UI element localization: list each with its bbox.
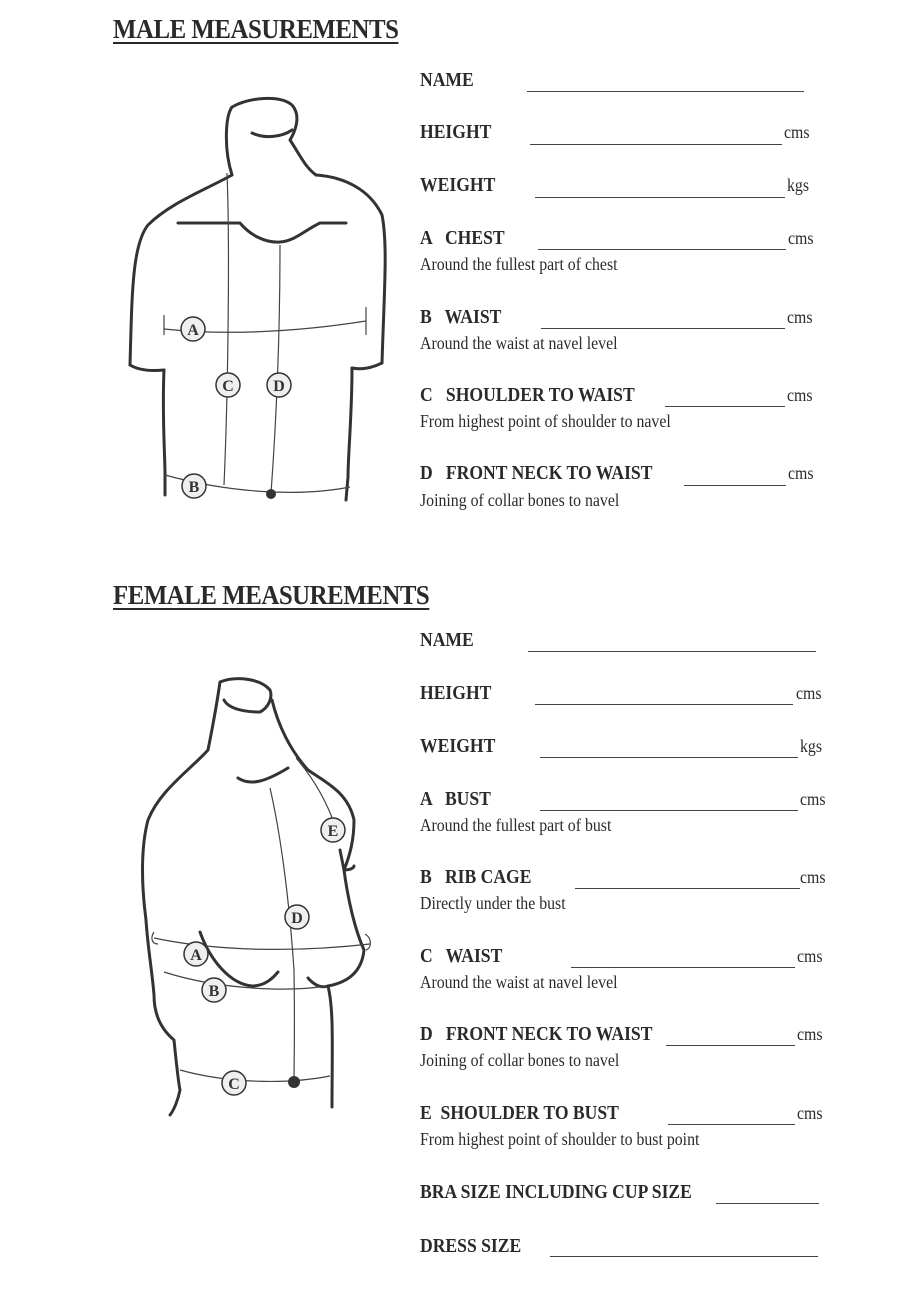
male-weight-label: WEIGHT [420, 174, 496, 196]
male-chest-input[interactable] [538, 249, 786, 250]
female-waist-description: Around the waist at navel level [420, 972, 618, 992]
female-shoulder-to-bust-unit: cms [797, 1103, 823, 1123]
female-waist-label: C WAIST [420, 945, 503, 967]
female-name-label: NAME [420, 629, 474, 651]
female-height-unit: cms [796, 683, 822, 703]
female-front-neck-to-waist-label: D FRONT NECK TO WAIST [420, 1023, 653, 1045]
female-bust-description: Around the fullest part of bust [420, 815, 612, 835]
svg-text:E: E [327, 823, 339, 840]
female-bra-size-input[interactable] [716, 1203, 819, 1204]
male-height-input[interactable] [530, 144, 782, 145]
female-rib-cage-label: B RIB CAGE [420, 866, 532, 888]
female-name-input[interactable] [528, 651, 816, 652]
female-shoulder-to-bust-description: From highest point of shoulder to bust point [420, 1129, 700, 1149]
male-name-label: NAME [420, 69, 474, 91]
female-torso-diagram [140, 670, 390, 1130]
male-chest-description: Around the fullest part of chest [420, 254, 618, 274]
male-front-neck-to-waist-label: D FRONT NECK TO WAIST [420, 462, 653, 484]
female-front-neck-to-waist-input[interactable] [666, 1045, 795, 1046]
male-shoulder-to-waist-input[interactable] [665, 406, 785, 407]
svg-text:B: B [188, 479, 200, 496]
svg-text:B: B [208, 983, 220, 1000]
male-height-unit: cms [784, 122, 810, 142]
female-dress-size-label: DRESS SIZE [420, 1235, 522, 1257]
male-chest-unit: cms [788, 228, 814, 248]
male-chest-label: A CHEST [420, 227, 505, 249]
female-height-input[interactable] [535, 704, 793, 705]
male-shoulder-to-waist-description: From highest point of shoulder to navel [420, 411, 671, 431]
female-height-label: HEIGHT [420, 682, 492, 704]
male-height-label: HEIGHT [420, 121, 492, 143]
svg-text:D: D [273, 378, 285, 395]
female-bust-input[interactable] [540, 810, 798, 811]
svg-text:A: A [187, 322, 199, 339]
female-label-E-marker [321, 818, 345, 842]
male-torso-diagram [120, 95, 400, 515]
male-shoulder-to-waist-unit: cms [787, 385, 813, 405]
svg-text:C: C [222, 378, 234, 395]
female-rib-cage-unit: cms [800, 867, 826, 887]
female-front-neck-to-waist-unit: cms [797, 1024, 823, 1044]
female-dress-size-input[interactable] [550, 1256, 818, 1257]
svg-text:C: C [228, 1076, 240, 1093]
female-rib-cage-description: Directly under the bust [420, 893, 566, 913]
male-front-neck-to-waist-description: Joining of collar bones to navel [420, 490, 620, 510]
male-section-title: MALE MEASUREMENTS [113, 14, 399, 44]
male-waist-input[interactable] [541, 328, 785, 329]
male-label-C-marker [216, 373, 240, 397]
male-label-D-marker [267, 373, 291, 397]
female-bust-label: A BUST [420, 788, 491, 810]
male-front-neck-to-waist-input[interactable] [684, 485, 786, 486]
female-shoulder-to-bust-input[interactable] [668, 1124, 795, 1125]
male-waist-label: B WAIST [420, 306, 502, 328]
male-weight-input[interactable] [535, 197, 785, 198]
female-label-C-marker [222, 1071, 246, 1095]
female-waist-input[interactable] [571, 967, 795, 968]
female-weight-label: WEIGHT [420, 735, 496, 757]
male-label-A-marker [181, 317, 205, 341]
male-waist-description: Around the waist at navel level [420, 333, 618, 353]
svg-text:A: A [190, 947, 202, 964]
male-front-neck-to-waist-unit: cms [788, 463, 814, 483]
female-bust-unit: cms [800, 789, 826, 809]
female-label-A-marker [184, 942, 208, 966]
female-weight-unit: kgs [800, 736, 823, 756]
female-label-B-marker [202, 978, 226, 1002]
svg-text:D: D [291, 910, 303, 927]
male-waist-unit: cms [787, 307, 813, 327]
female-section-title: FEMALE MEASUREMENTS [113, 580, 430, 610]
female-waist-unit: cms [797, 946, 823, 966]
male-weight-unit: kgs [787, 175, 810, 195]
male-shoulder-to-waist-label: C SHOULDER TO WAIST [420, 384, 635, 406]
male-name-input[interactable] [527, 91, 804, 92]
female-front-neck-to-waist-description: Joining of collar bones to navel [420, 1050, 620, 1070]
female-weight-input[interactable] [540, 757, 798, 758]
female-label-D-marker [285, 905, 309, 929]
female-shoulder-to-bust-label: E SHOULDER TO BUST [420, 1102, 619, 1124]
male-label-B-marker [182, 474, 206, 498]
female-rib-cage-input[interactable] [575, 888, 800, 889]
female-bra-size-label: BRA SIZE INCLUDING CUP SIZE [420, 1181, 692, 1203]
